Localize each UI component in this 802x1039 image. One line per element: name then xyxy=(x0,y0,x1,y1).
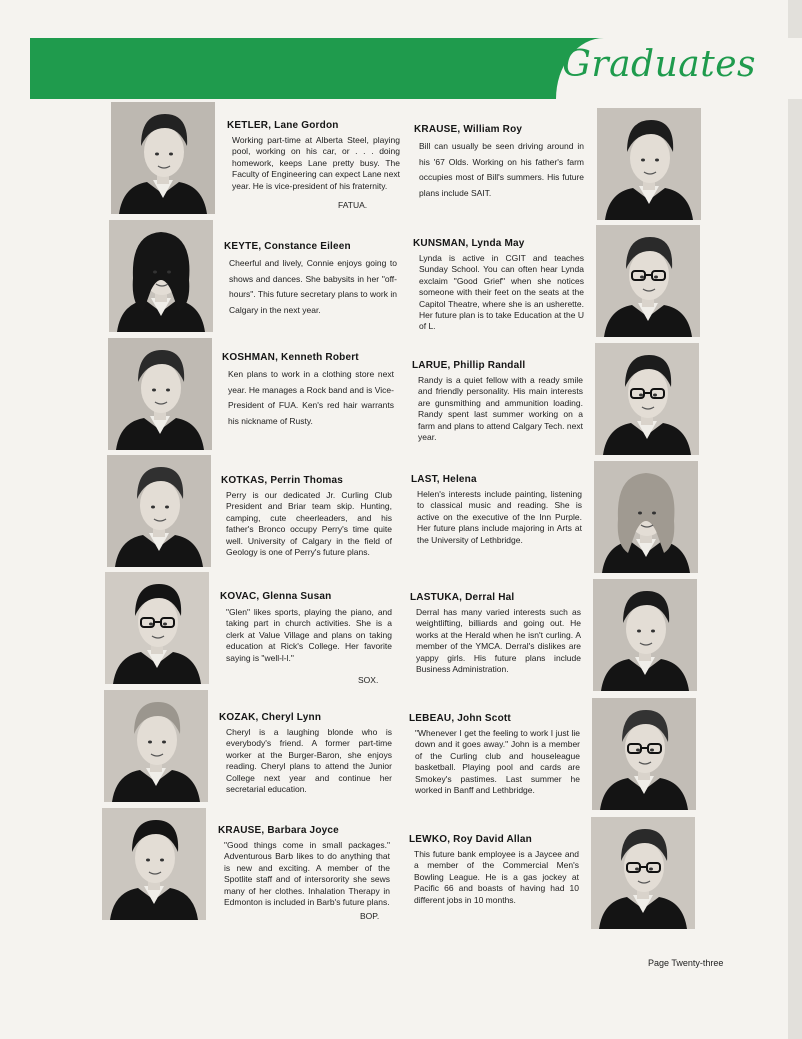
student-name: KRAUSE, Barbara Joyce xyxy=(218,825,339,836)
student-name: KOZAK, Cheryl Lynn xyxy=(219,712,322,723)
student-portrait xyxy=(111,102,215,214)
student-name: LEBEAU, John Scott xyxy=(409,713,511,724)
student-name: KRAUSE, William Roy xyxy=(414,124,523,135)
student-portrait xyxy=(594,461,698,573)
student-bio: Cheerful and lively, Connie enjoys going to shows and dances. She babysits in her "off-hours". This future secretary plans to work in Calgary in the next year. xyxy=(229,258,397,315)
student-bio: Working part-time at Alberta Steel, playing pool, working on his car, or . . . doing homework, keeps Lane pretty busy. The Faculty of Engineering can expect Lane next year. He is vice-president of his fraternity. xyxy=(232,135,400,191)
student-bio: Helen's interests include painting, listening to classical music and reading. She is active on the executive of the Inn Purple. Her future plans include majoring in Arts at the University of Lethbridge. xyxy=(417,489,582,545)
student-bio: Randy is a quiet fellow with a ready smile and friendly personality. His main interests are gunsmithing and ammunition loading. Randy spent last summer working on a farm and plans to attend Calgary Tech. next year. xyxy=(418,375,583,443)
student-name: KOSHMAN, Kenneth Robert xyxy=(222,352,359,363)
student-name: LAST, Helena xyxy=(411,474,477,485)
student-portrait xyxy=(596,225,700,337)
student-portrait xyxy=(104,690,208,802)
student-bio: This future bank employee is a Jaycee and a member of the Commercial Men's Bowling League. He is a gas jockey at Pacific 66 and boasts of having had 10 different jobs in 10 months. xyxy=(414,849,579,905)
student-bio: Perry is our dedicated Jr. Curling Club President and Briar team skip. Hunting, camping, cute cheerleaders, and his father's Bronco occupy Perry's time quite well. University of Calgary in the field of Geology is one of Perry's future plans. xyxy=(226,490,392,558)
page-edge xyxy=(788,0,802,1039)
student-bio: Lynda is active in CGIT and teaches Sunday School. You can often hear Lynda exclaim "Good Grief" when she notices someone with their feet on the seats at the Capitol Theatre, where she is an usherette. Her future plan is to take Education at the U of L. xyxy=(419,253,584,332)
club-tag: BOP. xyxy=(360,911,380,921)
student-name: LASTUKA, Derral Hal xyxy=(410,592,515,603)
student-bio: Ken plans to work in a clothing store next year. He manages a Rock band and is Vice-President of FUA. Ken's red hair warrants his nickname of Rusty. xyxy=(228,369,394,426)
student-bio: "Good things come in small packages." Adventurous Barb likes to do anything that is new and exciting. A member of the Spotlite staff and of intersorority she sews many of her clothes. Inhalation Therapy in Edmonton is included in Barb's future plans. xyxy=(224,840,390,908)
student-bio: Cheryl is a laughing blonde who is everybody's friend. A former part-time worker at the Burger-Baron, she enjoys reading. Cheryl plans to attend the Junior College next year and continue her secretarial education. xyxy=(226,727,392,795)
student-bio: Bill can usually be seen driving around in his '67 Olds. Working on his father's farm occupies most of Bill's summers. His future plans include SAIT. xyxy=(419,141,584,198)
student-name: KOTKAS, Perrin Thomas xyxy=(221,475,343,486)
student-name: LEWKO, Roy David Allan xyxy=(409,834,532,845)
student-portrait xyxy=(595,343,699,455)
student-name: KETLER, Lane Gordon xyxy=(227,120,339,131)
student-portrait xyxy=(108,338,212,450)
student-portrait xyxy=(105,572,209,684)
club-tag: FATUA. xyxy=(338,200,368,210)
student-portrait xyxy=(593,579,697,691)
student-name: KOVAC, Glenna Susan xyxy=(220,591,332,602)
student-portrait xyxy=(102,808,206,920)
club-tag: SOX. xyxy=(358,675,379,685)
page-number: Page Twenty-three xyxy=(648,958,724,968)
student-portrait xyxy=(107,455,211,567)
student-bio: "Glen" likes sports, playing the piano, and taking part in church activities. She is a clerk at Value Village and plans on taking education at Rick's College. Her favorite saying is "well-l-l." xyxy=(226,607,392,663)
student-portrait xyxy=(592,698,696,810)
student-name: LARUE, Phillip Randall xyxy=(412,360,526,371)
student-bio: "Whenever I get the feeling to work I just lie down and it goes away." John is a member of the Curling club and houseleague basketball. Playing pool and cards are Smokey's pastimes. Last summer he worked in Banff and Lethbridge. xyxy=(415,728,580,796)
student-portrait xyxy=(591,817,695,929)
student-bio: Derral has many varied interests such as weightlifting, billiards and going out. He works at the Herald when he isn't curling. A member of the YMCA. Derral's dislikes are yappy girls. His future plans include Business Administration. xyxy=(416,607,581,675)
student-portrait xyxy=(597,108,701,220)
section-title: Graduates xyxy=(562,44,756,85)
student-name: KEYTE, Constance Eileen xyxy=(224,241,351,252)
student-portrait xyxy=(109,220,213,332)
student-name: KUNSMAN, Lynda May xyxy=(413,238,525,249)
